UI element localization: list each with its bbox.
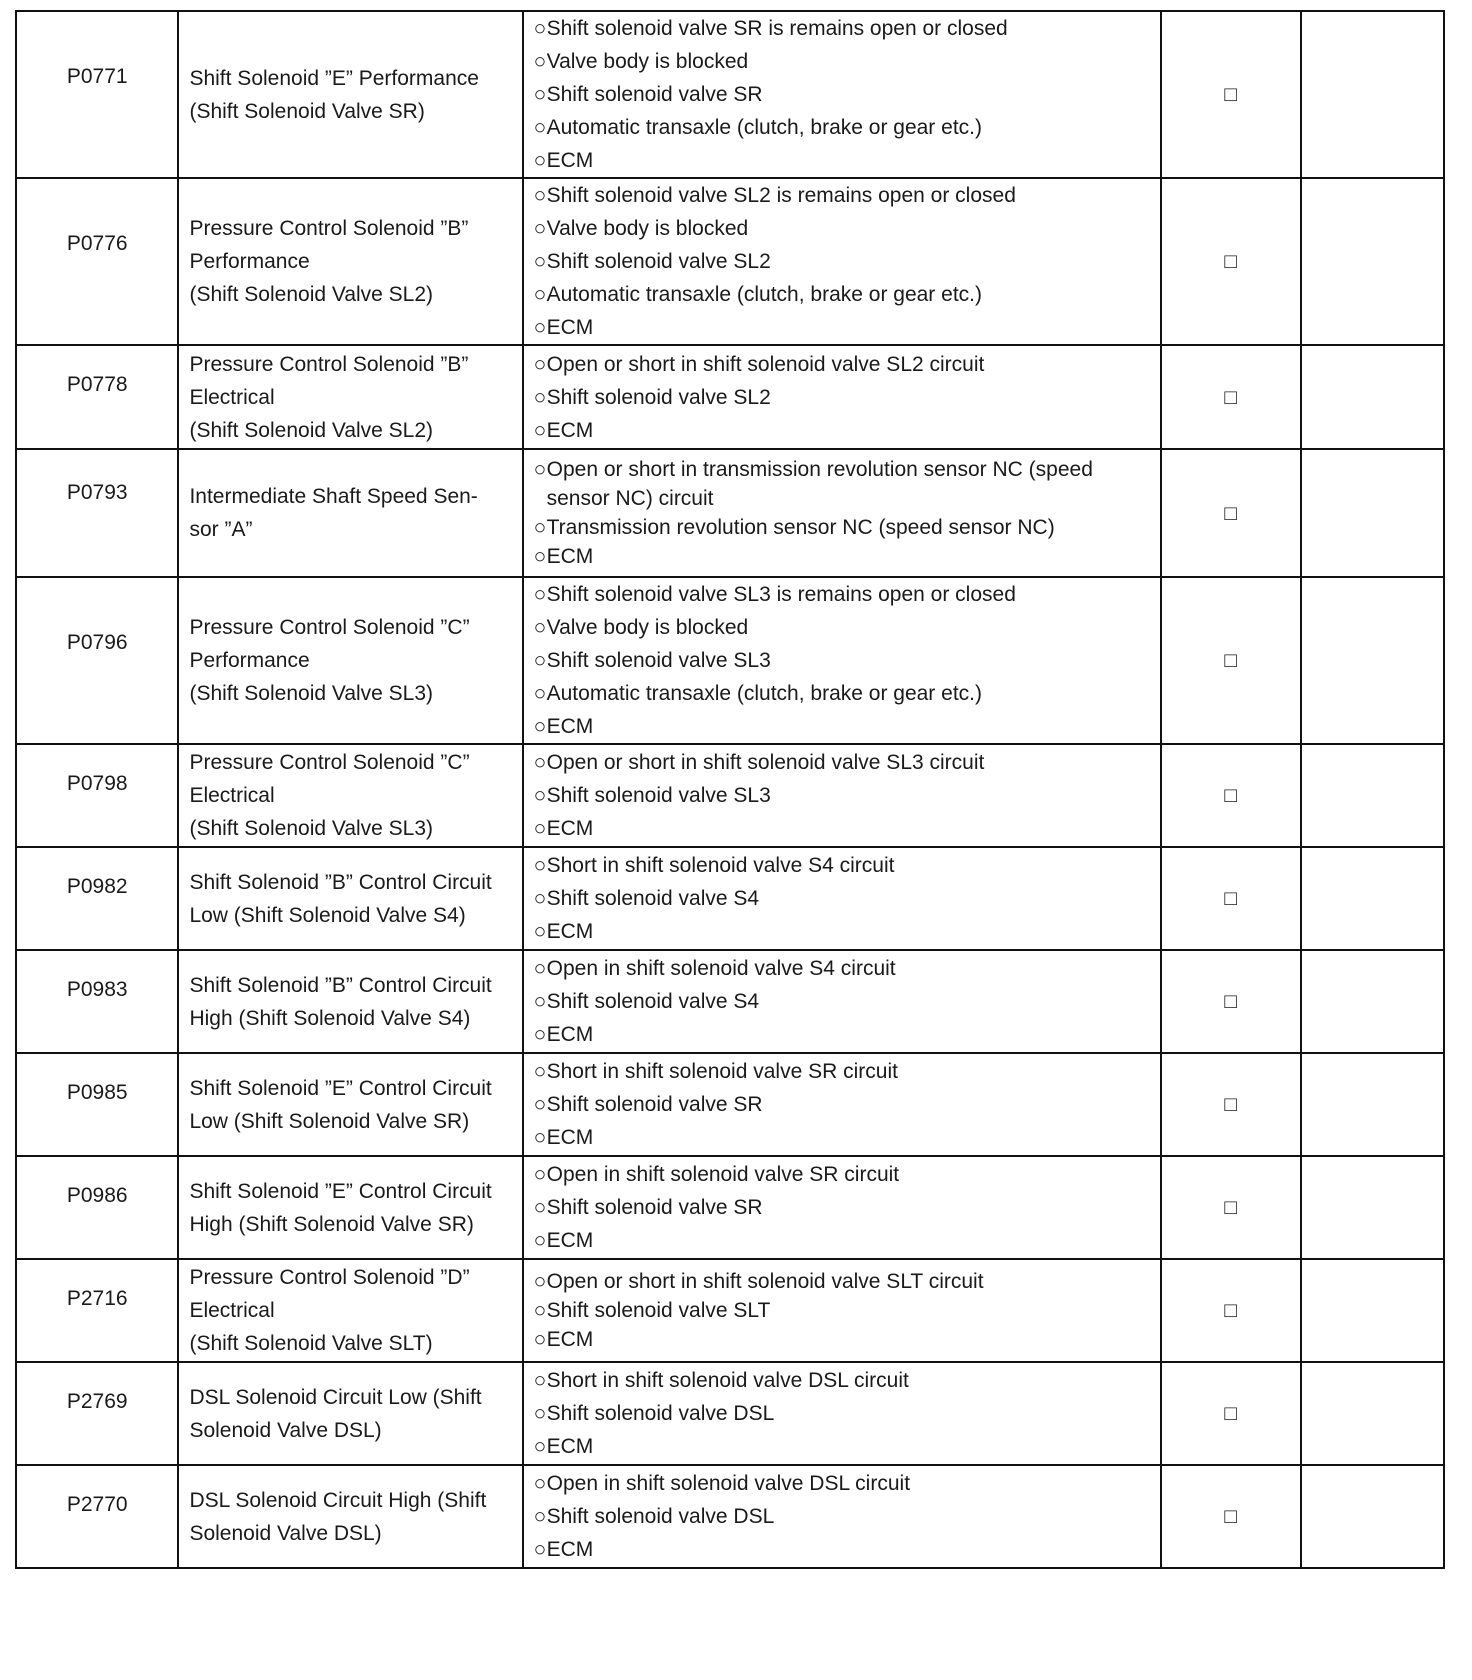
blank-cell: [1301, 1259, 1444, 1362]
trouble-area-text: Shift solenoid valve SR: [546, 1196, 763, 1219]
table-row: [16, 1465, 1444, 1568]
trouble-area-item: [534, 381, 1160, 414]
detection-line: DSL Solenoid Circuit High (Shift: [189, 1488, 487, 1512]
trouble-area-cell: [523, 847, 1161, 950]
blank-cell: [1301, 178, 1444, 345]
bullet-circle-icon: ○: [533, 116, 547, 139]
trouble-area-text: ECM: [546, 418, 594, 442]
checkbox-cell: [1161, 577, 1301, 744]
bullet-circle-icon: ○: [533, 545, 547, 568]
trouble-area-text: Shift solenoid valve SR is remains open or closed: [546, 17, 1008, 40]
dtc-code: P2769: [66, 1390, 128, 1413]
dtc-code-cell: [16, 1465, 178, 1568]
blank-cell: [1301, 744, 1444, 847]
trouble-area-item: [534, 644, 1160, 677]
bullet-circle-icon: ○: [533, 385, 547, 409]
table-row: [16, 1362, 1444, 1465]
trouble-area-item: [534, 455, 1160, 484]
trouble-area-item: [534, 1267, 1160, 1296]
trouble-area-text: Shift solenoid valve SL3: [546, 649, 771, 672]
trouble-area-item: [534, 710, 1160, 743]
trouble-area-text: Open in shift solenoid valve DSL circuit: [546, 1472, 911, 1495]
bullet-circle-icon: ○: [533, 1196, 547, 1219]
checkbox-icon[interactable]: □: [1224, 1196, 1238, 1219]
trouble-area-item: [534, 1430, 1160, 1463]
trouble-area-item: [534, 45, 1160, 78]
blank-cell: [1301, 577, 1444, 744]
detection-line: sor ”A”: [189, 518, 253, 541]
bullet-circle-icon: ○: [533, 649, 547, 672]
checkbox-cell: [1161, 178, 1301, 345]
trouble-area-text: Shift solenoid valve SL2: [546, 385, 771, 409]
trouble-area-text: ECM: [546, 1538, 594, 1561]
checkbox-cell: [1161, 345, 1301, 449]
detection-item-cell: [178, 847, 522, 950]
trouble-area-cell: [523, 345, 1161, 449]
trouble-area-item: [534, 1397, 1160, 1430]
bullet-circle-icon: ○: [533, 283, 547, 306]
trouble-area-text: Automatic transaxle (clutch, brake or gear etc.): [546, 116, 982, 139]
detection-line: High (Shift Solenoid Valve S4): [189, 1006, 471, 1030]
trouble-area-cell: [523, 178, 1161, 345]
trouble-area-item: [534, 1296, 1160, 1325]
blank-cell: [1301, 950, 1444, 1053]
trouble-area-text: Valve body is blocked: [546, 616, 749, 639]
trouble-area-cell: [523, 1465, 1161, 1568]
trouble-area-item: [534, 1121, 1160, 1154]
bullet-circle-icon: ○: [533, 17, 547, 40]
dtc-code: P0771: [66, 65, 128, 88]
trouble-area-text: Automatic transaxle (clutch, brake or gear etc.): [546, 283, 982, 306]
table-row: [16, 1156, 1444, 1259]
bullet-circle-icon: ○: [533, 817, 547, 840]
trouble-area-text: Shift solenoid valve DSL: [546, 1402, 775, 1425]
checkbox-icon[interactable]: □: [1224, 501, 1238, 525]
dtc-code-cell: [16, 950, 178, 1053]
detection-line: Performance: [189, 649, 310, 672]
bullet-circle-icon: ○: [533, 1402, 547, 1425]
trouble-area-text: Valve body is blocked: [546, 50, 749, 73]
dtc-code: P0796: [66, 631, 128, 654]
trouble-area-item: [534, 12, 1160, 45]
trouble-area-item: [534, 746, 1160, 779]
dtc-table: [15, 10, 1445, 1569]
detection-item-cell: [178, 11, 522, 178]
trouble-area-item: [534, 1018, 1160, 1051]
detection-item-cell: [178, 1465, 522, 1568]
dtc-code-cell: [16, 11, 178, 178]
bullet-circle-icon: ○: [533, 1472, 547, 1495]
checkbox-cell: [1161, 1156, 1301, 1259]
checkbox-cell: [1161, 449, 1301, 577]
trouble-area-text: ECM: [546, 1023, 594, 1046]
detection-line: (Shift Solenoid Valve SL2): [189, 418, 434, 442]
trouble-area-text: ECM: [546, 920, 594, 943]
trouble-area-text: Shift solenoid valve SR: [546, 83, 763, 106]
checkbox-cell: [1161, 744, 1301, 847]
trouble-area-item: [534, 1158, 1160, 1191]
trouble-area-cell: [523, 1156, 1161, 1259]
bullet-circle-icon: ○: [533, 957, 547, 980]
trouble-area-item: [534, 915, 1160, 948]
trouble-area-item: [534, 578, 1160, 611]
trouble-area-item: [534, 111, 1160, 144]
trouble-area-text: ECM: [546, 316, 594, 339]
bullet-circle-icon: ○: [533, 1328, 547, 1351]
dtc-code-cell: [16, 345, 178, 449]
bullet-circle-icon: ○: [533, 83, 547, 106]
bullet-circle-icon: ○: [533, 418, 547, 442]
trouble-area-text: ECM: [546, 1126, 594, 1149]
detection-line: (Shift Solenoid Valve SR): [189, 99, 425, 123]
checkbox-icon[interactable]: □: [1224, 1299, 1238, 1322]
dtc-code: P0982: [66, 875, 128, 898]
detection-line: Intermediate Shaft Speed Sen-: [189, 485, 478, 508]
bullet-circle-icon: ○: [533, 316, 547, 339]
dtc-code: P0776: [66, 232, 128, 255]
detection-item-cell: [178, 1053, 522, 1156]
dtc-code: P0985: [66, 1081, 128, 1104]
trouble-area-text: ECM: [546, 149, 594, 172]
trouble-area-continuation: sensor NC) circuit: [546, 487, 714, 510]
trouble-area-text: Open or short in shift solenoid valve SL3 circuit: [546, 751, 985, 774]
trouble-area-item: [534, 1055, 1160, 1088]
dtc-code: P0798: [66, 772, 128, 795]
detection-line: (Shift Solenoid Valve SL3): [189, 682, 434, 705]
trouble-area-item: [534, 611, 1160, 644]
detection-item-cell: [178, 449, 522, 577]
detection-line: Solenoid Valve DSL): [189, 1521, 382, 1545]
trouble-area-text: Shift solenoid valve SL3 is remains open or closed: [546, 583, 1016, 606]
detection-line: Electrical: [189, 385, 275, 409]
dtc-code-cell: [16, 1259, 178, 1362]
checkbox-icon[interactable]: □: [1224, 784, 1238, 807]
table-row: [16, 577, 1444, 744]
detection-line: Shift Solenoid ”E” Control Circuit: [189, 1076, 492, 1100]
trouble-area-text: Open or short in transmission revolution sensor NC (speed: [546, 458, 1093, 481]
trouble-area-text: Transmission revolution sensor NC (speed sensor NC): [546, 516, 1055, 539]
trouble-area-text: ECM: [546, 817, 594, 840]
trouble-area-item: [534, 179, 1160, 212]
trouble-area-item: [534, 812, 1160, 845]
trouble-area-item: [534, 779, 1160, 812]
trouble-area-text: Automatic transaxle (clutch, brake or gear etc.): [546, 682, 982, 705]
trouble-area-item: [534, 144, 1160, 177]
detection-line: Shift Solenoid ”E” Performance: [189, 66, 479, 90]
trouble-area-item: [534, 1467, 1160, 1500]
dtc-code: P2716: [66, 1287, 128, 1310]
bullet-circle-icon: ○: [533, 1060, 547, 1083]
bullet-circle-icon: ○: [533, 854, 547, 877]
detection-line: Performance: [189, 250, 310, 273]
dtc-code-cell: [16, 1156, 178, 1259]
trouble-area-cell: [523, 1259, 1161, 1362]
bullet-circle-icon: ○: [533, 715, 547, 738]
trouble-area-item: [534, 1088, 1160, 1121]
trouble-area-item: [534, 513, 1160, 542]
trouble-area-cell: [523, 744, 1161, 847]
blank-cell: [1301, 1053, 1444, 1156]
checkbox-icon[interactable]: □: [1224, 1402, 1238, 1425]
bullet-circle-icon: ○: [533, 1538, 547, 1561]
checkbox-cell: [1161, 847, 1301, 950]
trouble-area-item: [534, 1224, 1160, 1257]
detection-item-cell: [178, 1156, 522, 1259]
blank-cell: [1301, 11, 1444, 178]
bullet-circle-icon: ○: [533, 1369, 547, 1392]
dtc-code-cell: [16, 449, 178, 577]
trouble-area-text: Shift solenoid valve SR: [546, 1093, 763, 1116]
dtc-code-cell: [16, 1362, 178, 1465]
table-row: [16, 178, 1444, 345]
dtc-code: P0986: [66, 1184, 128, 1207]
detection-item-cell: [178, 577, 522, 744]
bullet-circle-icon: ○: [533, 1229, 547, 1252]
trouble-area-text: Open or short in shift solenoid valve SL2 circuit: [546, 352, 985, 376]
trouble-area-text: Shift solenoid valve DSL: [546, 1505, 775, 1528]
table-row: [16, 847, 1444, 950]
trouble-area-text: Shift solenoid valve SL2 is remains open or closed: [546, 184, 1016, 207]
trouble-area-item: [534, 78, 1160, 111]
checkbox-cell: [1161, 1362, 1301, 1465]
checkbox-cell: [1161, 1053, 1301, 1156]
table-row: [16, 1053, 1444, 1156]
blank-cell: [1301, 1465, 1444, 1568]
detection-line: Electrical: [189, 1299, 275, 1322]
checkbox-cell: [1161, 1259, 1301, 1362]
checkbox-icon[interactable]: □: [1224, 250, 1238, 273]
dtc-code: P0983: [66, 978, 128, 1001]
checkbox-icon[interactable]: □: [1224, 385, 1238, 409]
trouble-area-text: Short in shift solenoid valve S4 circuit: [546, 854, 895, 877]
detection-line: Pressure Control Solenoid ”C”: [189, 616, 470, 639]
dtc-code-cell: [16, 847, 178, 950]
trouble-area-item: [534, 1500, 1160, 1533]
trouble-area-text: ECM: [546, 545, 594, 568]
dtc-code-cell: [16, 178, 178, 345]
detection-item-cell: [178, 1362, 522, 1465]
checkbox-icon[interactable]: □: [1224, 887, 1238, 910]
dtc-code: P0793: [66, 481, 128, 504]
trouble-area-text: Short in shift solenoid valve DSL circuit: [546, 1369, 909, 1392]
blank-cell: [1301, 847, 1444, 950]
bullet-circle-icon: ○: [533, 1435, 547, 1458]
trouble-area-item: [534, 1191, 1160, 1224]
bullet-circle-icon: ○: [533, 516, 547, 539]
blank-cell: [1301, 1362, 1444, 1465]
trouble-area-item: [534, 278, 1160, 311]
detection-item-cell: [178, 345, 522, 449]
bullet-circle-icon: ○: [533, 920, 547, 943]
trouble-area-text: Open in shift solenoid valve SR circuit: [546, 1163, 900, 1186]
bullet-circle-icon: ○: [533, 616, 547, 639]
trouble-area-text: ECM: [546, 715, 594, 738]
trouble-area-text: Shift solenoid valve SLT: [546, 1299, 771, 1322]
blank-cell: [1301, 345, 1444, 449]
trouble-area-item: [534, 348, 1160, 381]
bullet-circle-icon: ○: [533, 1023, 547, 1046]
bullet-circle-icon: ○: [533, 1270, 547, 1293]
checkbox-icon[interactable]: □: [1224, 1505, 1238, 1528]
detection-line: Shift Solenoid ”B” Control Circuit: [189, 870, 492, 894]
trouble-area-item: [534, 882, 1160, 915]
trouble-area-text: Shift solenoid valve SL2: [546, 250, 771, 273]
dtc-code-cell: [16, 1053, 178, 1156]
trouble-area-cell: [523, 1053, 1161, 1156]
bullet-circle-icon: ○: [533, 250, 547, 273]
detection-line: Pressure Control Solenoid ”B”: [189, 352, 469, 376]
trouble-area-cell: [523, 449, 1161, 577]
trouble-area-text: Valve body is blocked: [546, 217, 749, 240]
detection-line: Electrical: [189, 784, 275, 807]
blank-cell: [1301, 449, 1444, 577]
checkbox-icon[interactable]: □: [1224, 649, 1238, 672]
trouble-area-item: [534, 212, 1160, 245]
trouble-area-cell: [523, 950, 1161, 1053]
bullet-circle-icon: ○: [533, 887, 547, 910]
dtc-code-cell: [16, 744, 178, 847]
checkbox-icon[interactable]: □: [1224, 1093, 1238, 1116]
bullet-circle-icon: ○: [533, 1093, 547, 1116]
detection-line: Solenoid Valve DSL): [189, 1418, 382, 1442]
bullet-circle-icon: ○: [533, 149, 547, 172]
bullet-circle-icon: ○: [533, 682, 547, 705]
bullet-circle-icon: ○: [533, 50, 547, 73]
trouble-area-item: [534, 1364, 1160, 1397]
table-row: [16, 11, 1444, 178]
detection-line: High (Shift Solenoid Valve SR): [189, 1212, 474, 1236]
dtc-code: P0778: [66, 373, 128, 396]
detection-line: Shift Solenoid ”B” Control Circuit: [189, 973, 492, 997]
table-row: [16, 449, 1444, 577]
trouble-area-item: [534, 677, 1160, 710]
bullet-circle-icon: ○: [533, 458, 547, 481]
trouble-area-item: [534, 1533, 1160, 1566]
detection-item-cell: [178, 1259, 522, 1362]
checkbox-cell: [1161, 950, 1301, 1053]
trouble-area-text: Shift solenoid valve S4: [546, 887, 760, 910]
trouble-area-text: ECM: [546, 1328, 594, 1351]
trouble-area-cell: [523, 11, 1161, 178]
trouble-area-item: [534, 952, 1160, 985]
bullet-circle-icon: ○: [533, 784, 547, 807]
checkbox-cell: [1161, 1465, 1301, 1568]
bullet-circle-icon: ○: [533, 583, 547, 606]
table-row: [16, 744, 1444, 847]
checkbox-cell: [1161, 11, 1301, 178]
trouble-area-text: Shift solenoid valve SL3: [546, 784, 771, 807]
trouble-area-text: Short in shift solenoid valve SR circuit: [546, 1060, 898, 1083]
dtc-code: P2770: [66, 1493, 128, 1516]
dtc-code-cell: [16, 577, 178, 744]
bullet-circle-icon: ○: [533, 1126, 547, 1149]
detection-line: Low (Shift Solenoid Valve S4): [189, 903, 466, 927]
trouble-area-text: Shift solenoid valve S4: [546, 990, 760, 1013]
checkbox-icon[interactable]: □: [1224, 83, 1238, 106]
trouble-area-item: [534, 542, 1160, 571]
trouble-area-item: [534, 985, 1160, 1018]
checkbox-icon[interactable]: □: [1224, 990, 1238, 1013]
trouble-area-cell: [523, 577, 1161, 744]
bullet-circle-icon: ○: [533, 1299, 547, 1322]
trouble-area-item: [534, 414, 1160, 447]
trouble-area-item: [534, 849, 1160, 882]
bullet-circle-icon: ○: [533, 751, 547, 774]
detection-line: (Shift Solenoid Valve SL2): [189, 283, 434, 306]
bullet-circle-icon: ○: [533, 1163, 547, 1186]
detection-line: Pressure Control Solenoid ”C”: [189, 751, 470, 774]
detection-line: (Shift Solenoid Valve SL3): [189, 817, 434, 840]
table-row: [16, 950, 1444, 1053]
bullet-circle-icon: ○: [533, 990, 547, 1013]
detection-line: DSL Solenoid Circuit Low (Shift: [189, 1385, 482, 1409]
detection-item-cell: [178, 178, 522, 345]
blank-cell: [1301, 1156, 1444, 1259]
dtc-table-body: [16, 11, 1444, 1568]
detection-item-cell: [178, 744, 522, 847]
trouble-area-cell: [523, 1362, 1161, 1465]
trouble-area-text: ECM: [546, 1435, 594, 1458]
bullet-circle-icon: ○: [533, 352, 547, 376]
detection-line: (Shift Solenoid Valve SLT): [189, 1332, 433, 1355]
table-row: [16, 345, 1444, 449]
detection-item-cell: [178, 950, 522, 1053]
bullet-circle-icon: ○: [533, 1505, 547, 1528]
detection-line: Pressure Control Solenoid ”D”: [189, 1266, 470, 1289]
detection-line: Shift Solenoid ”E” Control Circuit: [189, 1179, 492, 1203]
trouble-area-item: [534, 245, 1160, 278]
trouble-area-item: [534, 311, 1160, 344]
table-row: [16, 1259, 1444, 1362]
trouble-area-text: Open in shift solenoid valve S4 circuit: [546, 957, 896, 980]
detection-line: Pressure Control Solenoid ”B”: [189, 217, 469, 240]
bullet-circle-icon: ○: [533, 184, 547, 207]
trouble-area-text: ECM: [546, 1229, 594, 1252]
detection-line: Low (Shift Solenoid Valve SR): [189, 1109, 470, 1133]
bullet-circle-icon: ○: [533, 217, 547, 240]
trouble-area-item: [534, 1325, 1160, 1354]
trouble-area-text: Open or short in shift solenoid valve SLT circuit: [546, 1270, 984, 1293]
